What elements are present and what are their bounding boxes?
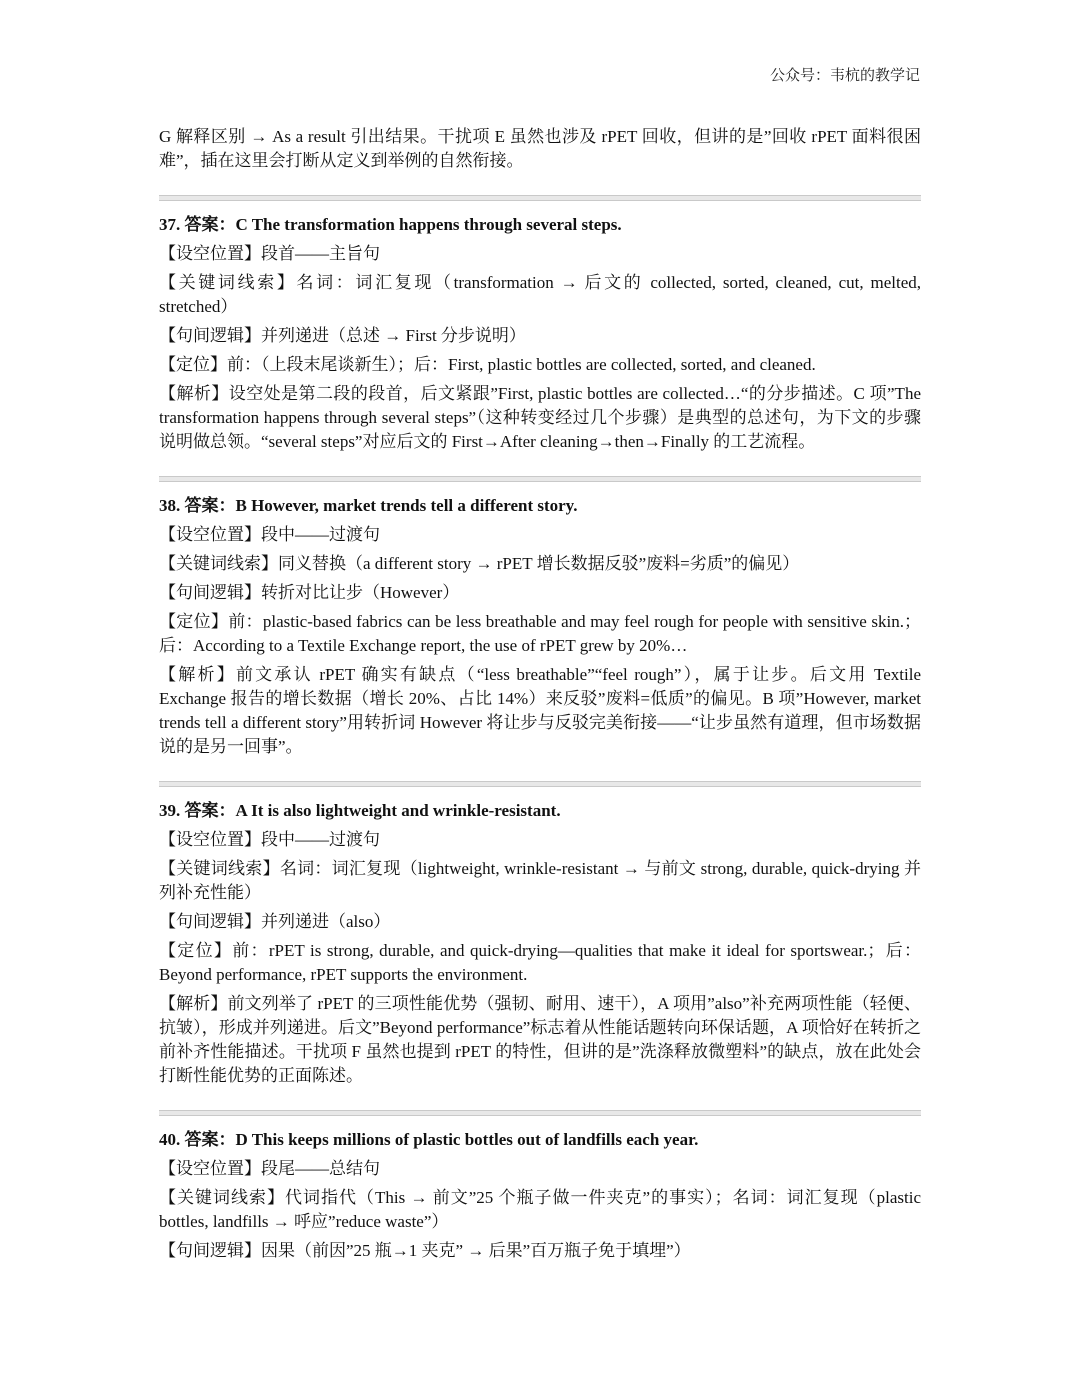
page-header: 公众号：韦杭的教学记 <box>769 68 920 84</box>
document-body <box>159 125 921 1268</box>
question-38 <box>159 494 921 759</box>
section-divider <box>159 781 921 787</box>
keyword-clue: 【关键词线索】名词：词汇复现（lightweight, wrinkle-resistant → 与前文 strong, durable, quick-drying 并列补充性能） <box>159 859 921 902</box>
sentence-logic: 【句间逻辑】并列递进（总述 → First 分步说明） <box>159 326 526 345</box>
answer-title: 40. 答案：D This keeps millions of plastic bottles out of landfills each year. <box>159 1130 699 1149</box>
blank-position: 【设空位置】段首——主旨句 <box>159 244 380 263</box>
keyword-clue: 【关键词线索】同义替换（a different story → rPET 增长数据反驳”废料=劣质”的偏见） <box>159 554 800 573</box>
locating: 【定位】前：（上段末尾谈新生）；后：First, plastic bottles are collected, sorted, and cleaned. <box>159 355 816 374</box>
question-40 <box>159 1128 921 1263</box>
locating: 【定位】前：rPET is strong, durable, and quick-drying—qualities that make it ideal for sportswear.；后：Beyond performance, rPET supports the environment. <box>159 941 921 984</box>
keyword-clue: 【关键词线索】代词指代（This → 前文”25 个瓶子做一件夹克”的事实）；名词：词汇复现（plastic bottles, landfills → 呼应”reduce waste”） <box>159 1188 921 1231</box>
blank-position: 【设空位置】段中——过渡句 <box>159 525 380 544</box>
analysis: 【解析】前文承认 rPET 确实有缺点（“less breathable”“feel rough”），属于让步。后文用 Textile Exchange 报告的增长数据（增长 20%、占比 14%）来反驳”废料=低质”的偏见。B 项”However, market trends tell a different story”用转折词 However 将让步与反驳完美衔接——“让步虽然有道理，但市场数据说的是另一回事”。 <box>159 665 921 756</box>
blank-position: 【设空位置】段中——过渡句 <box>159 830 380 849</box>
analysis: 【解析】前文列举了 rPET 的三项性能优势（强韧、耐用、速干），A 项用”also”补充两项性能（轻便、抗皱），形成并列递进。后文”Beyond performance”标志着从性能话题转向环保话题，A 项恰好在转折之前补齐性能描述。干扰项 F 虽然也提到 rPET 的特性，但讲的是”洗涤释放微塑料”的缺点，放在此处会打断性能优势的正面陈述。 <box>159 994 921 1085</box>
section-divider <box>159 1110 921 1116</box>
answer-title: 39. 答案：A It is also lightweight and wrinkle-resistant. <box>159 801 561 820</box>
analysis: 【解析】设空处是第二段的段首，后文紧跟”First, plastic bottles are collected…“的分步描述。C 项”The transformation happens through several steps”（这种转变经过几个步骤）是典型的总述句，为下文的步骤说明做总领。“several steps”对应后文的 First→After cleaning→then→Finally 的工艺流程。 <box>159 384 921 451</box>
section-divider <box>159 476 921 482</box>
question-37 <box>159 213 921 454</box>
intro-paragraph: G 解释区别 → As a result 引出结果。干扰项 E 虽然也涉及 rPET 回收，但讲的是”回收 rPET 面料很困难”，插在这里会打断从定义到举例的自然衔接。 <box>159 127 921 170</box>
answer-title: 37. 答案：C The transformation happens through several steps. <box>159 215 622 234</box>
locating: 【定位】前：plastic-based fabrics can be less breathable and may feel rough for people with sensitive skin.；后：According to a Textile Exchange report, the use of rPET grew by 20%… <box>159 612 921 655</box>
sentence-logic: 【句间逻辑】并列递进（also） <box>159 912 391 931</box>
sentence-logic: 【句间逻辑】因果（前因”25 瓶→1 夹克” → 后果”百万瓶子免于填埋”） <box>159 1241 691 1260</box>
question-39 <box>159 799 921 1088</box>
section-divider <box>159 195 921 201</box>
sentence-logic: 【句间逻辑】转折对比让步（However） <box>159 583 460 602</box>
keyword-clue: 【关键词线索】名词：词汇复现（transformation → 后文的 collected, sorted, cleaned, cut, melted, stretched） <box>159 273 921 316</box>
answer-title: 38. 答案：B However, market trends tell a different story. <box>159 496 578 515</box>
blank-position: 【设空位置】段尾——总结句 <box>159 1159 380 1178</box>
